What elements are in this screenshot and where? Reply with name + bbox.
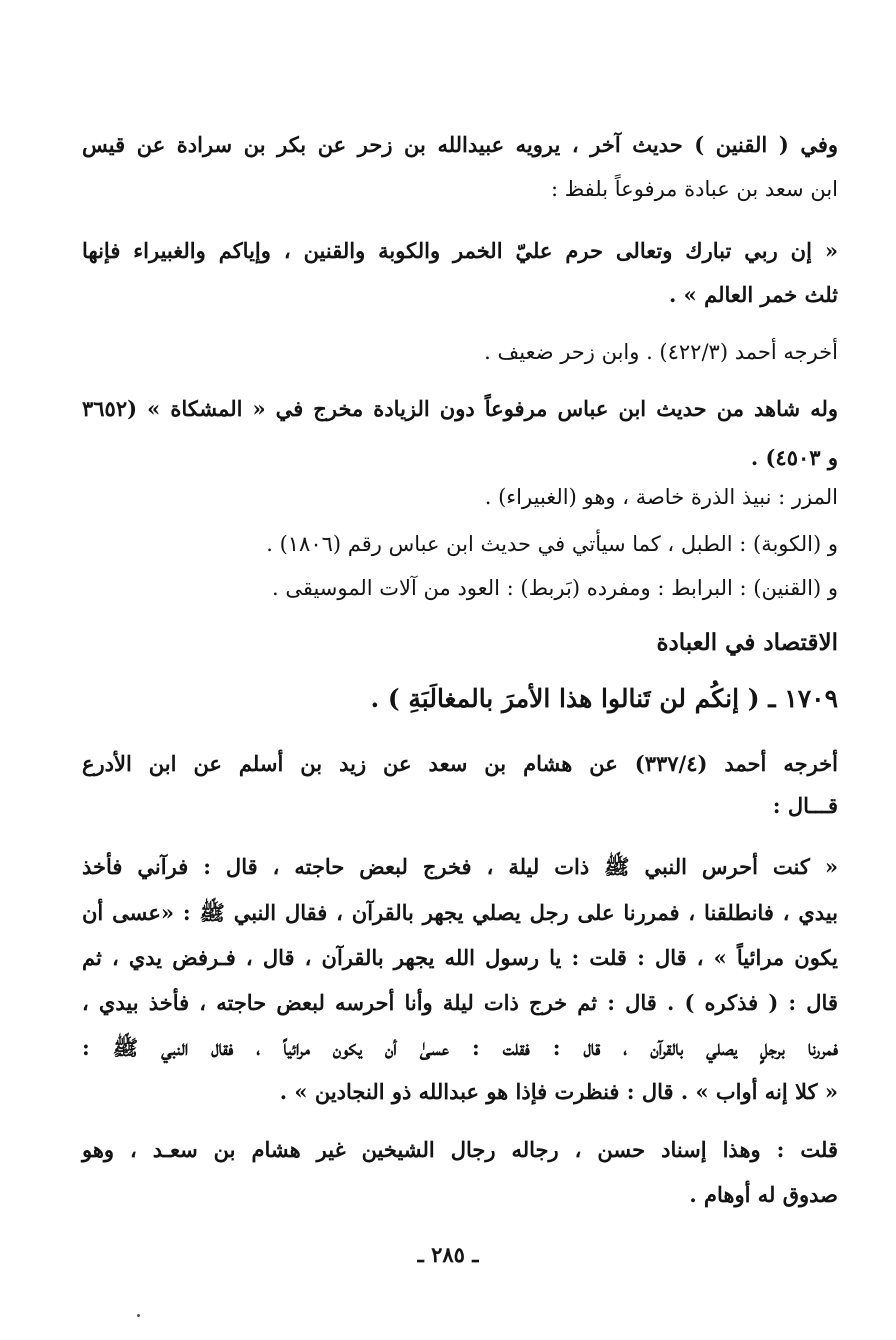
narration-line: « كلا إنه أواب » . قال : فنظرت فإذا هو عبدالله ذو النجادين » . — [279, 1079, 838, 1104]
text-line: ابن سعد بن عبادة مرفوعاً بلفظ : — [551, 177, 838, 201]
text-line: قلت : وهذا إسناد حسن ، رجاله رجال الشيخين غير هشام بن سعـد ، وهو — [82, 1137, 838, 1162]
citation-line: أخرجه أحمد (٤٢٢/٣) . وابن زحر ضعيف . — [484, 340, 838, 364]
narration-line: فمررنا برجلٍ يصلي بالقرآن ، قال : فقلت : عسىٰ أن يكون مرائياً ، فقال النبي ﷺ : — [82, 1035, 838, 1060]
text-line: أخرجه أحمد (٣٣٧/٤) عن هشام بن سعد عن زيد بن أسلم عن ابن الأدرع — [82, 751, 838, 776]
narration-line: يكون مرائياً » ، قال : قلت : يا رسول الله يجهر بالقرآن ، قال ، فـرفض يدي ، ثم — [82, 945, 838, 970]
text-line: وفي ( القنين ) حديث آخر ، يرويه عبيدالله بن زحر عن بكر بن سرادة عن قيس — [82, 132, 838, 157]
gloss-line: و (القنين) : البرابط : ومفرده (بَربط) : العود من آلات الموسيقى . — [271, 576, 838, 600]
text-line: و ٤٥٠٣) . — [750, 445, 838, 470]
gloss-line: و (الكوبة) : الطبل ، كما سيأتي في حديث ابن عباس رقم (١٨٠٦) . — [266, 532, 838, 556]
hadith-title: ١٧٠٩ ـ ( إنكُم لن تَنالوا هذا الأمرَ بالمغالَبَةِ ) . — [370, 684, 838, 713]
text-line: صدوق له أوهام . — [689, 1182, 838, 1207]
narration-line: بيدي ، فانطلقنا ، فمررنا على رجل يصلي يجهر بالقرآن ، فقال النبي ﷺ : «عسى أن — [82, 900, 838, 925]
text-line: وله شاهد من حديث ابن عباس مرفوعاً دون الزيادة مخرج في « المشكاة » (٣٦٥٢ — [82, 396, 838, 421]
narration-line: « كنت أحرس النبي ﷺ ذات ليلة ، فخرج لبعض حاجته ، قال : فرآني فأخذ — [82, 854, 838, 879]
quote-line: « إن ربي تبارك وتعالى حرم عليّ الخمر والكوبة والقنين ، وإياكم والغبيراء فإنها — [82, 238, 838, 263]
section-heading: الاقتصاد في العبادة — [656, 629, 838, 656]
quote-line: ثلث خمر العالم » . — [669, 282, 838, 307]
ink-speck — [137, 1314, 140, 1317]
text-line: قـــال : — [772, 793, 838, 818]
page-number: ـ ٢٨٥ ـ — [417, 1242, 479, 1267]
narration-line: قال : ( فذكره ) . قال : ثم خرج ذات ليلة وأنا أحرسه لبعض حاجته ، فأخذ بيدي ، — [82, 990, 838, 1015]
gloss-line: المزر : نبيذ الذرة خاصة ، وهو (الغبيراء) . — [484, 485, 838, 509]
